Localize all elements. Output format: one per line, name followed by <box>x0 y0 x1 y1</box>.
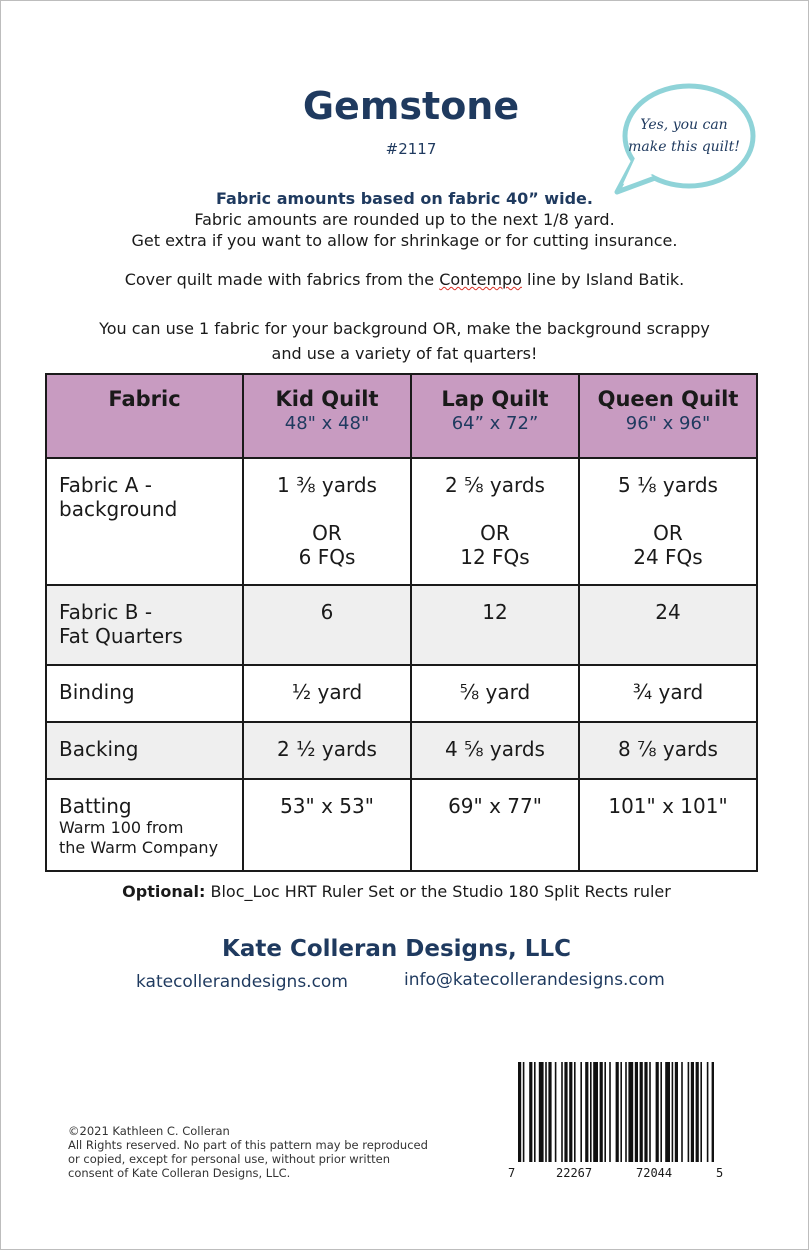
company-name: Kate Colleran Designs, LLC <box>222 936 571 962</box>
cell-or: OR <box>312 521 342 545</box>
bubble-line-2: make this quilt! <box>628 139 740 155</box>
cell-kid: 53" x 53" <box>243 779 411 871</box>
cell-lap <box>411 458 579 585</box>
optional-text: Bloc_Loc HRT Ruler Set or the Studio 180 Split Rects ruler <box>205 882 671 901</box>
bubble-line-1: Yes, you can <box>640 117 728 133</box>
cell-lap: 4 ⅝ yards <box>411 722 579 779</box>
row-name: Fabric A - <box>59 473 153 497</box>
cell-lap: 69" x 77" <box>411 779 579 871</box>
cell-lap: ⅝ yard <box>411 665 579 722</box>
row-label: Backing <box>46 722 243 779</box>
background-note-1: You can use 1 fabric for your background OR, make the background scrappy <box>99 319 710 338</box>
background-note-2: and use a variety of fat quarters! <box>271 344 538 363</box>
table-row <box>46 665 757 722</box>
header-label: Fabric <box>108 387 181 411</box>
cell-queen: 24 <box>579 585 757 665</box>
cell-value: 1 ⅜ yards <box>277 473 377 497</box>
header-label: Kid Quilt <box>275 387 379 411</box>
row-name-2: Fat Quarters <box>59 624 183 648</box>
barcode-digit-first: 7 <box>508 1166 516 1180</box>
table-row <box>46 779 757 871</box>
header-lap-quilt <box>411 374 579 458</box>
cover-post: line by Island Batik. <box>521 270 685 289</box>
row-name: Batting <box>59 794 132 818</box>
header-fabric <box>46 374 243 458</box>
copyright-line: All Rights reserved. No part of this pattern may be reproduced <box>68 1138 428 1152</box>
barcode-image <box>518 1062 714 1162</box>
cell-alt: 24 FQs <box>633 545 703 569</box>
table-row <box>46 722 757 779</box>
cell-or: OR <box>480 521 510 545</box>
cover-pre: Cover quilt made with fabrics from the <box>124 270 440 289</box>
email-link[interactable]: info@katecollerandesigns.com <box>404 970 665 990</box>
fabric-width-note: Fabric amounts based on fabric 40” wide. <box>216 189 593 208</box>
optional-note <box>0 882 793 901</box>
cell-queen: 101" x 101" <box>579 779 757 871</box>
header-queen-quilt <box>579 374 757 458</box>
table-header-row <box>46 374 757 458</box>
barcode-digits-group1: 22267 <box>556 1166 593 1180</box>
row-sub-2: the Warm Company <box>59 838 219 857</box>
header-label: Lap Quilt <box>441 387 549 411</box>
pattern-number: #2117 <box>385 140 437 158</box>
row-sub-1: Warm 100 from <box>59 818 184 837</box>
extra-note: Get extra if you want to allow for shrinkage or for cutting insurance. <box>131 231 678 250</box>
row-label <box>46 585 243 665</box>
row-label <box>46 779 243 871</box>
cell-value: 2 ⅝ yards <box>445 473 545 497</box>
cell-kid: 2 ½ yards <box>243 722 411 779</box>
row-label <box>46 458 243 585</box>
bubble-text <box>611 114 757 158</box>
header-size: 96" x 96" <box>625 413 711 434</box>
cell-kid: 6 <box>243 585 411 665</box>
row-name-2: background <box>59 497 178 521</box>
header-size: 64” x 72” <box>451 413 539 434</box>
cell-queen <box>579 458 757 585</box>
cover-quilt-note <box>0 270 809 289</box>
rounding-note: Fabric amounts are rounded up to the next 1/8 yard. <box>194 210 615 229</box>
copyright-line: consent of Kate Colleran Designs, LLC. <box>68 1166 291 1180</box>
cell-queen: ¾ yard <box>579 665 757 722</box>
cell-alt: 6 FQs <box>298 545 356 569</box>
table-row <box>46 585 757 665</box>
fabric-requirements-table <box>45 373 758 872</box>
row-name: Fabric B - <box>59 600 153 624</box>
cover-brand: Contempo <box>439 270 522 289</box>
cell-kid: ½ yard <box>243 665 411 722</box>
optional-label: Optional: <box>122 882 206 901</box>
cell-alt: 12 FQs <box>460 545 530 569</box>
website-link[interactable]: katecollerandesigns.com <box>136 972 348 992</box>
cell-queen: 8 ⅞ yards <box>579 722 757 779</box>
pattern-title: Gemstone <box>302 84 520 128</box>
copyright-line: or copied, except for personal use, without prior written <box>68 1152 390 1166</box>
cell-value: 5 ⅛ yards <box>618 473 718 497</box>
header-size: 48" x 48" <box>284 413 370 434</box>
copyright-notice <box>68 1124 448 1180</box>
cell-or: OR <box>653 521 683 545</box>
header-kid-quilt <box>243 374 411 458</box>
table-row <box>46 458 757 585</box>
barcode-digit-last: 5 <box>716 1166 724 1180</box>
barcode-digits-group2: 72044 <box>636 1166 673 1180</box>
header-label: Queen Quilt <box>597 387 739 411</box>
row-label: Binding <box>46 665 243 722</box>
copyright-line: ©2021 Kathleen C. Colleran <box>68 1124 230 1138</box>
cell-kid <box>243 458 411 585</box>
cell-lap: 12 <box>411 585 579 665</box>
